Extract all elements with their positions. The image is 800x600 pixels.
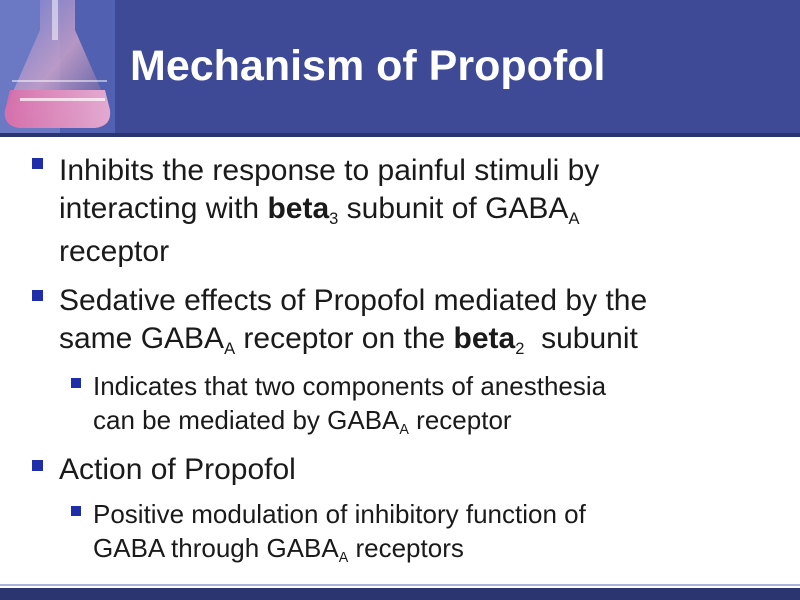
footer-bar <box>0 588 800 600</box>
bullet-3-line-1: Action of Propofol <box>59 453 296 486</box>
bullet-2-line-1: Sedative effects of Propofol mediated by the <box>59 284 648 317</box>
slide-title: Mechanism of Propofol <box>130 42 606 90</box>
sub-bullet-2-line-1: Indicates that two components of anesthesia <box>93 371 607 401</box>
bullet-1-line-2: interacting with beta$_3$ subunit of $GABA_A$ <box>59 192 580 228</box>
bullet-1-line-1: Inhibits the response to painful stimuli by <box>59 154 600 187</box>
bullet-square-icon <box>32 158 43 169</box>
sub-bullet-3-line-2: GABA through $GABA_A$ receptors <box>93 533 464 566</box>
sub-bullet-2-line-2: can be mediated by $GABA_A$ receptor <box>93 405 512 438</box>
bullet-square-icon <box>32 290 43 301</box>
sub-bullet-square-icon <box>71 506 81 516</box>
bullet-square-icon <box>32 460 43 471</box>
sub-bullet-square-icon <box>71 378 81 388</box>
footer-rule <box>0 584 800 586</box>
bullet-1-line-3: receptor <box>59 235 170 268</box>
sub-bullet-3-line-1: Positive modulation of inhibitory function of <box>93 499 586 529</box>
bullet-2-line-2: same $GABA_A$ receptor on the beta$_2$ subunit <box>59 322 638 358</box>
